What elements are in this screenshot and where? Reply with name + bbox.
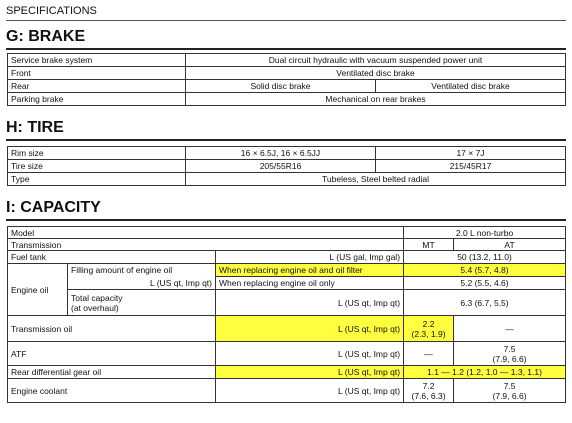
coolant-mt-value-units: (7.6, 6.3) — [411, 390, 446, 401]
trans-oil-mt-value-units: (2.3, 1.9) — [411, 328, 446, 339]
trans-oil-mt-value: 2.2 — [422, 318, 435, 329]
table-row — [8, 264, 566, 277]
unit-label: L (US qt, Imp qt) — [216, 379, 404, 403]
cell-value: 215/45R17 — [376, 160, 566, 173]
row-label: Model — [8, 227, 404, 239]
row-label: Engine oil — [8, 264, 68, 316]
row-label: Transmission — [8, 239, 404, 251]
capacity-section-title: I: CAPACITY — [6, 197, 566, 221]
total-label-line-1: Total capacity — [71, 292, 123, 303]
table-row — [8, 93, 566, 106]
brake-table — [7, 53, 566, 106]
table-row — [8, 173, 566, 186]
cell-value: Ventilated disc brake — [186, 67, 566, 80]
cell-value: MT — [404, 239, 454, 251]
table-row — [8, 379, 566, 403]
cell-value: 205/55R16 — [186, 160, 376, 173]
table-row — [8, 251, 566, 264]
cell-value: 2.0 L non-turbo — [404, 227, 566, 239]
row-label: Tire size — [8, 160, 186, 173]
cell-value: 5.2 (5.5, 4.6) — [404, 277, 566, 290]
cell-value: 5.4 (5.7, 4.8) — [404, 264, 566, 277]
unit-label: L (US gal, Imp gal) — [216, 251, 404, 264]
capacity-table — [7, 226, 566, 403]
row-label: Type — [8, 173, 186, 186]
table-row — [8, 290, 566, 316]
atf-at-value: 7.5 — [503, 343, 516, 354]
cell-value — [454, 379, 566, 403]
cell-value: 50 (13.2, 11.0) — [404, 251, 566, 264]
unit-label: L (US qt, Imp qt) — [216, 366, 404, 379]
cell-value: — — [404, 342, 454, 366]
cell-value — [454, 342, 566, 366]
row-label: Parking brake — [8, 93, 186, 106]
row-label: When replacing engine oil only — [216, 277, 404, 290]
row-label: ATF — [8, 342, 216, 366]
cell-value: 17 × 7J — [376, 147, 566, 160]
coolant-mt-value: 7.2 — [422, 380, 435, 391]
total-label-line-2: (at overhaul) — [71, 302, 119, 313]
row-label: Service brake system — [8, 54, 186, 67]
cell-value: 6.3 (6.7, 5.5) — [404, 290, 566, 316]
coolant-at-value-units: (7.9, 6.6) — [492, 390, 527, 401]
cell-value: Solid disc brake — [186, 80, 376, 93]
row-label: Front — [8, 67, 186, 80]
cell-value — [404, 316, 454, 342]
cell-value: Ventilated disc brake — [376, 80, 566, 93]
cell-value — [404, 379, 454, 403]
cell-value: — — [454, 316, 566, 342]
unit-label: L (US qt, Imp qt) — [68, 277, 216, 290]
page-header: SPECIFICATIONS — [6, 4, 566, 21]
cell-value: 16 × 6.5J, 16 × 6.5JJ — [186, 147, 376, 160]
row-label: Rear differential gear oil — [8, 366, 216, 379]
cell-value: Dual circuit hydraulic with vacuum suspended power unit — [186, 54, 566, 67]
table-row — [8, 342, 566, 366]
coolant-at-value: 7.5 — [503, 380, 516, 391]
row-label: When replacing engine oil and oil filter — [216, 264, 404, 277]
table-row — [8, 147, 566, 160]
cell-value: Tubeless, Steel belted radial — [186, 173, 566, 186]
brake-section-title: G: BRAKE — [6, 26, 566, 50]
tire-section-title: H: TIRE — [6, 117, 566, 141]
table-row — [8, 277, 566, 290]
row-label: Fuel tank — [8, 251, 216, 264]
unit-label: L (US qt, Imp qt) — [216, 342, 404, 366]
row-label: Rim size — [8, 147, 186, 160]
tire-table — [7, 146, 566, 186]
unit-label: L (US qt, Imp qt) — [216, 290, 404, 316]
table-row — [8, 80, 566, 93]
table-row — [8, 239, 566, 251]
cell-value: AT — [454, 239, 566, 251]
row-label: Engine coolant — [8, 379, 216, 403]
table-row — [8, 227, 566, 239]
atf-at-value-units: (7.9, 6.6) — [492, 353, 527, 364]
table-row — [8, 54, 566, 67]
row-label — [68, 290, 216, 316]
row-label: Rear — [8, 80, 186, 93]
table-row — [8, 67, 566, 80]
table-row — [8, 160, 566, 173]
row-label: Filling amount of engine oil — [68, 264, 216, 277]
table-row — [8, 366, 566, 379]
cell-value: 1.1 — 1.2 (1.2, 1.0 — 1.3, 1.1) — [404, 366, 566, 379]
table-row — [8, 316, 566, 342]
row-label: Transmission oil — [8, 316, 216, 342]
unit-label: L (US qt, Imp qt) — [216, 316, 404, 342]
cell-value: Mechanical on rear brakes — [186, 93, 566, 106]
